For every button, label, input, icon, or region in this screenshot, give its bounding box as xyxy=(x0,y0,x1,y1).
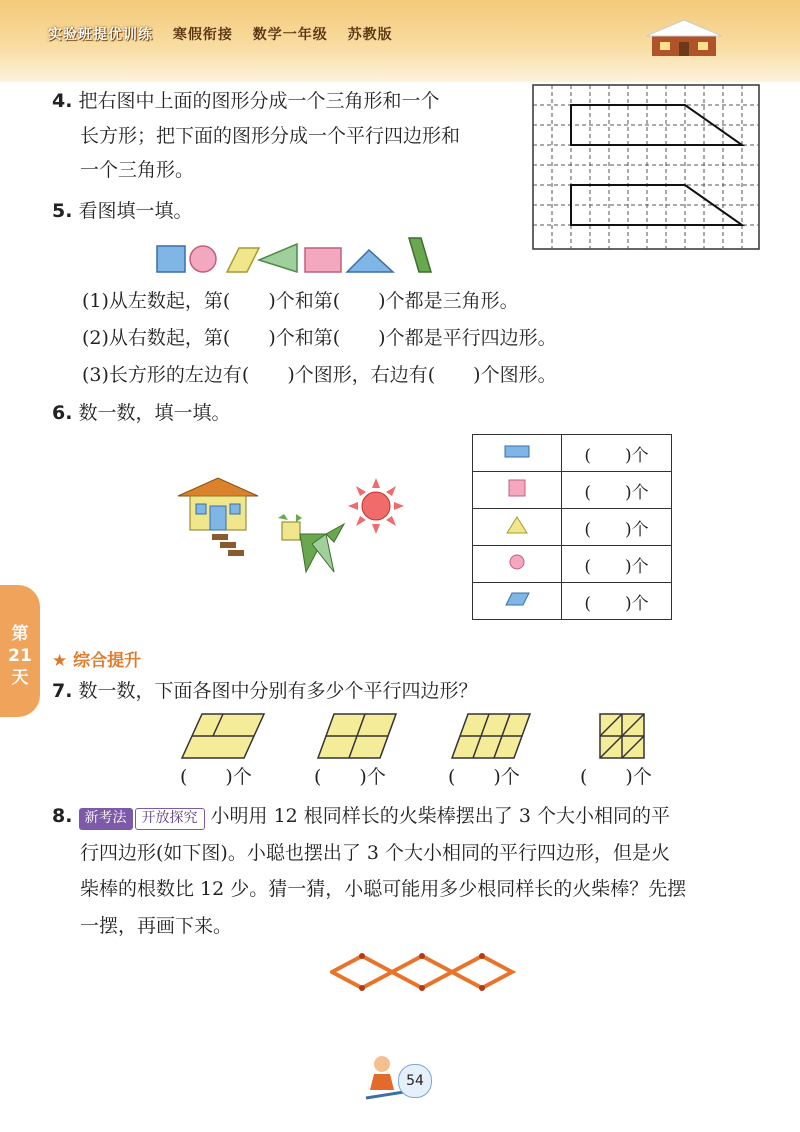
header-title xyxy=(48,24,407,44)
q5-item-2: (2)从右数起，第( )个和第( )个都是平行四边形。 xyxy=(82,327,557,349)
triangle-shape xyxy=(259,244,297,272)
header-subject: 数学一年级 xyxy=(252,27,328,43)
section-title xyxy=(52,646,141,671)
table-cell-answer[interactable]: ( )个 xyxy=(562,435,672,472)
square-shape xyxy=(157,246,185,272)
square-icon xyxy=(502,477,532,499)
sun-figure xyxy=(348,478,404,534)
section-title-text: 综合提升 xyxy=(73,651,142,671)
house-snow-icon xyxy=(644,18,724,58)
question-prompt: 看图填一填。 xyxy=(78,200,193,222)
table-cell-answer[interactable]: ( )个 xyxy=(562,509,672,546)
question-text-line: 长方形；把下面的图形分成一个平行四边形和 xyxy=(80,124,461,147)
question-text-line: 把右图中上面的图形分成一个三角形和一个 xyxy=(78,90,440,112)
question-text-line: 一个三角形。 xyxy=(80,159,195,182)
circle-icon xyxy=(502,551,532,573)
table-cell-shape xyxy=(473,546,562,583)
parallelogram-shape xyxy=(409,238,431,272)
table-cell-answer[interactable]: ( )个 xyxy=(562,472,672,509)
question-prompt: 数一数，填一填。 xyxy=(78,402,231,424)
table-cell-shape xyxy=(473,472,562,509)
question-text-line: 一摆，再画下来。 xyxy=(80,914,233,937)
q5-item-3: (3)长方形的左边有( )个图形，右边有( )个图形。 xyxy=(82,364,557,386)
table-row xyxy=(473,583,672,620)
header-edition: 苏教版 xyxy=(347,27,393,43)
matchstick-figure xyxy=(328,952,518,992)
question-number: 6. xyxy=(52,402,73,424)
question-text-line: 小明用 12 根同样长的火柴棒摆出了 3 个大小相同的平 xyxy=(210,805,670,827)
parallelogram-icon xyxy=(502,588,532,610)
q7-answer-1[interactable]: ( )个 xyxy=(180,766,252,788)
question-6 xyxy=(52,400,231,427)
question-number: 8. xyxy=(52,805,73,827)
rectangle-shape xyxy=(305,248,341,272)
q6-count-table xyxy=(472,434,672,620)
table-row xyxy=(473,435,672,472)
q7-figure-2 xyxy=(318,714,396,758)
table-cell-shape xyxy=(473,509,562,546)
q7-answer-3[interactable]: ( )个 xyxy=(448,766,520,788)
dog-figure xyxy=(278,514,344,572)
new-exam-badge: 新考法 xyxy=(79,808,133,830)
header-brand: 实验班提优训练 xyxy=(48,27,153,43)
question-number: 4. xyxy=(52,90,73,112)
q7-figures xyxy=(180,712,660,762)
q5-shapes-row xyxy=(155,236,440,276)
question-text-line: 行四边形(如下图)。小聪也摆出了 3 个大小相同的平行四边形，但是火 xyxy=(80,841,670,864)
q4-grid-figure xyxy=(532,84,762,254)
page-number: 54 xyxy=(398,1064,432,1098)
triangle-shape xyxy=(347,250,393,272)
table-row xyxy=(473,546,672,583)
q7-figure-4 xyxy=(600,714,644,758)
table-row xyxy=(473,472,672,509)
q6-picture xyxy=(176,476,416,586)
question-number: 7. xyxy=(52,680,73,702)
question-4 xyxy=(52,88,522,184)
triangle-icon xyxy=(502,514,532,536)
table-row xyxy=(473,509,672,546)
header-subtitle: 寒假衔接 xyxy=(172,27,233,43)
day-side-tab xyxy=(0,585,40,717)
house-figure xyxy=(178,478,258,556)
q7-figure-3 xyxy=(452,714,530,758)
question-text-line: 柴棒的根数比 12 少。猜一猜，小聪可能用多少根同样长的火柴棒？先摆 xyxy=(80,878,687,901)
circle-shape xyxy=(190,246,216,272)
day-label: 第21天 xyxy=(8,624,32,688)
parallelogram-shape xyxy=(227,248,259,272)
star-icon: ★ xyxy=(52,651,68,671)
table-cell-shape xyxy=(473,435,562,472)
question-8 xyxy=(52,803,782,939)
q7-answer-2[interactable]: ( )个 xyxy=(314,766,386,788)
question-prompt: 数一数，下面各图中分别有多少个平行四边形？ xyxy=(78,680,478,702)
open-explore-badge: 开放探究 xyxy=(135,808,205,830)
table-cell-shape xyxy=(473,583,562,620)
q7-figure-1 xyxy=(182,714,264,758)
question-5 xyxy=(52,198,193,225)
question-number: 5. xyxy=(52,200,73,222)
rectangle-icon xyxy=(502,441,532,461)
q5-item-1: (1)从左数起，第( )个和第( )个都是三角形。 xyxy=(82,290,519,312)
question-7 xyxy=(52,678,478,705)
q7-answer-4[interactable]: ( )个 xyxy=(580,766,652,788)
table-cell-answer[interactable]: ( )个 xyxy=(562,583,672,620)
table-cell-answer[interactable]: ( )个 xyxy=(562,546,672,583)
